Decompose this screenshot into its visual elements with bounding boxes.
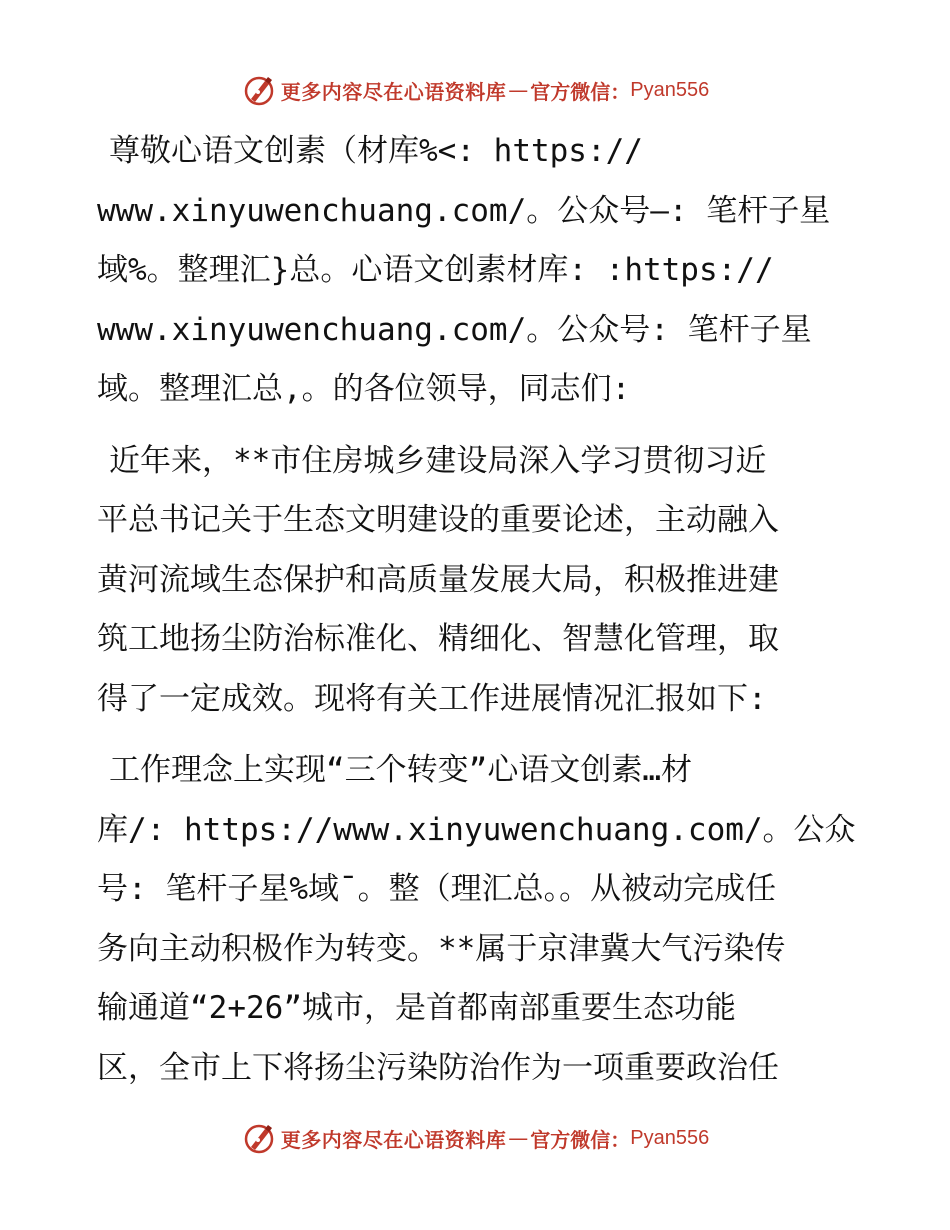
text-line: 库/: https://www.xinyuwenchuang.com/。公众 <box>97 811 856 848</box>
paragraph-greeting <box>97 122 852 420</box>
banner-text: 更多内容尽在心语资料库 <box>280 1127 507 1152</box>
text-line: 务向主动积极作为转变。**属于京津冀大气污染传 <box>97 930 786 967</box>
text-line: 域。整理汇总,。的各位领导，同志们: <box>97 371 631 407</box>
banner-wechat-id: Pyan556 <box>630 1126 710 1149</box>
footer-banner <box>0 1118 950 1158</box>
banner-separator: — <box>508 1126 529 1150</box>
text-line: 近年来，**市住房城乡建设局深入学习贯彻习近 <box>109 442 767 479</box>
banner-wechat-label: 官方微信： <box>530 79 631 104</box>
banner-text: 更多内容尽在心语资料库 <box>280 79 507 104</box>
text-line: 工作理念上实现“三个转变”心语文创素…材 <box>109 752 692 788</box>
header-banner <box>0 70 950 110</box>
text-line: 平总书记关于生态文明建设的重要论述，主动融入 <box>97 502 779 538</box>
text-line: www.xinyuwenchuang.com/。公众号: 笔杆子星 <box>97 311 812 348</box>
text-line: 区，全市上下将扬尘污染防治作为一项重要政治任 <box>97 1049 779 1086</box>
text-line: 尊敬心语文创素（材库%<: https:// <box>109 133 643 169</box>
document-body <box>97 122 856 1110</box>
paragraph-concept <box>97 741 856 1098</box>
paragraph-intro <box>97 432 852 730</box>
text-line: 黄河流域生态保护和高质量发展大局，积极推进建 <box>97 561 779 598</box>
pen-logo-icon <box>241 1120 277 1156</box>
banner-wechat-id: Pyan556 <box>630 78 710 101</box>
text-line: 域%。整理汇}总。心语文创素材库: :https:// <box>97 252 774 288</box>
text-line: 输通道“2+26”城市，是首都南部重要生态功能 <box>97 990 736 1026</box>
text-line: 得了一定成效。现将有关工作进展情况汇报如下: <box>97 680 767 717</box>
banner-separator: — <box>508 78 529 102</box>
banner-wechat-label: 官方微信： <box>530 1127 631 1152</box>
text-line: www.xinyuwenchuang.com/。公众号—: 笔杆子星 <box>97 192 831 229</box>
text-line: 号: 笔杆子星%域¯。整（理汇总。。从被动完成任 <box>97 871 777 907</box>
pen-logo-icon <box>241 72 277 108</box>
text-line: 筑工地扬尘防治标准化、精细化、智慧化管理，取 <box>97 621 779 657</box>
